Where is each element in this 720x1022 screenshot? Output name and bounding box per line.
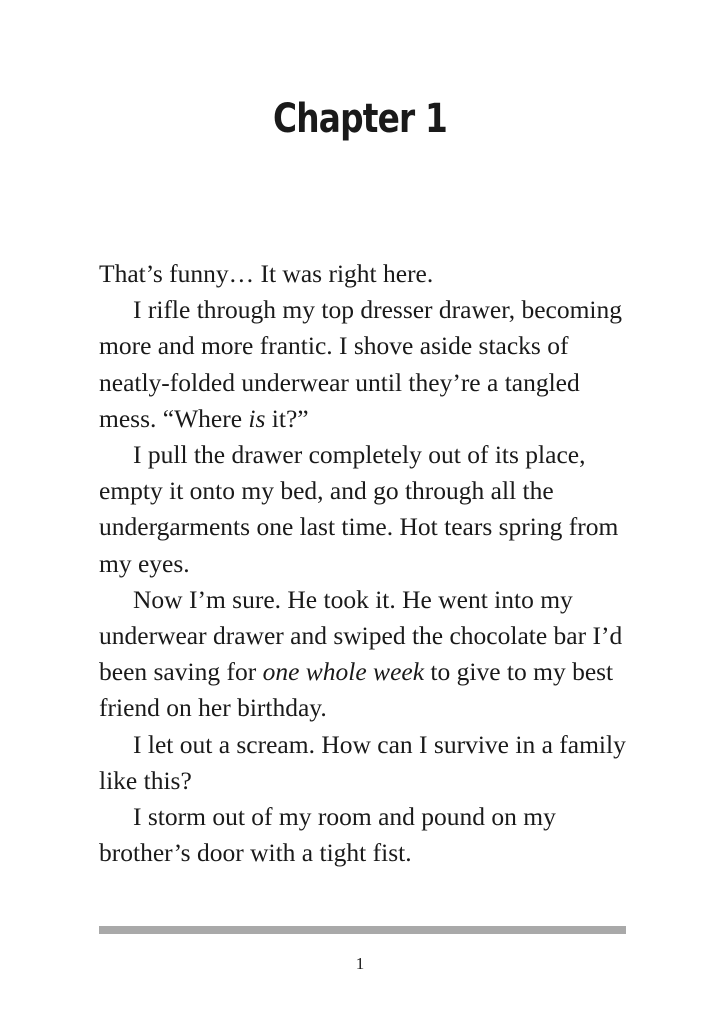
chapter-body (99, 256, 639, 871)
paragraph (99, 727, 639, 799)
paragraph (99, 582, 639, 727)
text-run: I pull the drawer completely out of its place, empty it onto my bed, and go through all the undergarments one last time. Hot tears spring from my eyes. (99, 440, 619, 578)
text-run: I rifle through my top dresser drawer, becoming more and more frantic. I shove aside stacks of neatly-folded underwear until they’re a tangled mess. “Where (99, 295, 622, 433)
text-run: I storm out of my room and pound on my brother’s door with a tight fist. (99, 802, 556, 868)
chapter-title: Chapter 1 (272, 96, 447, 142)
text-run: it?” (265, 403, 309, 433)
paragraph (99, 292, 639, 437)
paragraph (99, 437, 639, 582)
page-number: 1 (355, 954, 365, 973)
text-run: That’s funny… It was right here. (99, 259, 434, 288)
text-run: to give to my best friend on her birthday. (99, 657, 614, 723)
italic-text-run: one whole week (262, 657, 425, 687)
text-run: Now I’m sure. He took it. He went into my underwear drawer and swiped the chocolate bar I’d been saving for (99, 584, 623, 687)
paragraph (99, 256, 639, 292)
paragraph (99, 799, 639, 871)
text-run: I let out a scream. How can I survive in a family like this? (99, 729, 626, 795)
footer-divider (99, 926, 626, 934)
italic-text-run: is (248, 403, 266, 433)
